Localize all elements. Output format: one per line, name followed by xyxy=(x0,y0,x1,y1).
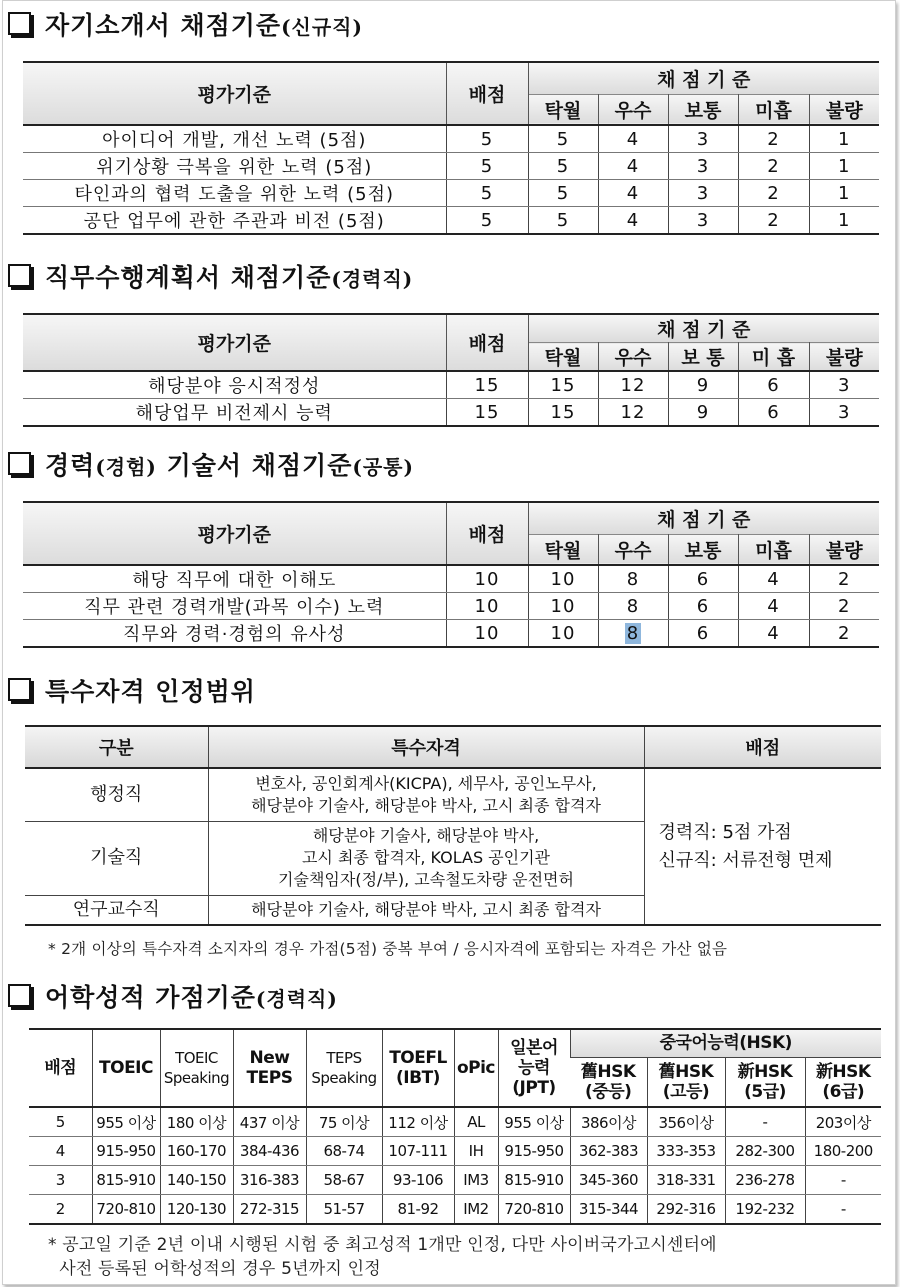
points-cell: 10 xyxy=(446,565,528,593)
category-cell: 연구교수직 xyxy=(25,895,208,925)
checkbox-square-icon xyxy=(8,678,31,701)
header-grading: 채 점 기 준 xyxy=(528,314,879,343)
score-range-cell: 316-383 xyxy=(233,1166,306,1195)
header-level: 우수 xyxy=(598,94,668,125)
points-cell: 5 xyxy=(446,153,528,180)
header-category: 구분 xyxy=(25,726,208,768)
header-qualification: 특수자격 xyxy=(208,726,644,768)
checkbox-square-icon xyxy=(8,452,31,475)
score-cell: 2 xyxy=(738,153,809,180)
table-row xyxy=(23,371,879,399)
header-points: 배점 xyxy=(29,1029,92,1107)
language-score-rows xyxy=(29,1107,881,1224)
criteria-cell: 아이디어 개발, 개선 노력 (5점) xyxy=(23,125,446,153)
header-criteria: 평가기준 xyxy=(23,502,446,565)
score-cell: 5 xyxy=(528,153,598,180)
score-range-cell: 315-344 xyxy=(570,1195,647,1225)
score-cell: 3 xyxy=(668,207,738,235)
score-range-cell: 81-92 xyxy=(382,1195,454,1225)
header-level: 보통 xyxy=(668,534,738,565)
header-points: 배점 xyxy=(446,502,528,565)
points-cell: 10 xyxy=(446,620,528,648)
criteria-cell: 직무 관련 경력개발(과목 이수) 노력 xyxy=(23,593,446,620)
checkbox-square-icon xyxy=(8,12,31,35)
criteria-cell: 직무와 경력·경험의 유사성 xyxy=(23,620,446,648)
table-row xyxy=(23,153,879,180)
header-level: 탁월 xyxy=(528,534,598,565)
header-toefl: TOEFL (IBT) xyxy=(382,1029,454,1107)
header-criteria: 평가기준 xyxy=(23,62,446,125)
header-jpt: 일본어 능력 (JPT) xyxy=(498,1029,570,1107)
criteria-cell: 해당 직무에 대한 이해도 xyxy=(23,565,446,593)
score-cell: 4 xyxy=(598,125,668,153)
special-qualification-table xyxy=(25,725,881,926)
header-level: 탁월 xyxy=(528,94,598,125)
score-range-cell: - xyxy=(805,1166,881,1195)
score-cell: 10 xyxy=(528,593,598,620)
score-cell: 5 xyxy=(528,125,598,153)
score-cell: 9 xyxy=(668,371,738,399)
header-hsk-group: 중국어능력(HSK) xyxy=(570,1029,881,1057)
score-range-cell: 384-436 xyxy=(233,1137,306,1166)
criteria-cell: 해당업무 비전제시 능력 xyxy=(23,399,446,427)
score-cell: 2 xyxy=(809,565,879,593)
score-cell: 4 xyxy=(738,593,809,620)
score-cell: 15 xyxy=(528,399,598,427)
score-cell: 6 xyxy=(738,371,809,399)
score-cell: 4 xyxy=(598,207,668,235)
header-level: 미흡 xyxy=(738,94,809,125)
score-range-cell: - xyxy=(805,1195,881,1225)
table-row xyxy=(23,207,879,235)
score-range-cell: 203이상 xyxy=(805,1107,881,1137)
score-cell: 3 xyxy=(809,399,879,427)
header-level: 미흡 xyxy=(738,534,809,565)
table-row xyxy=(23,593,879,620)
header-hsk: 舊HSK (중등) xyxy=(570,1057,647,1107)
score-range-cell: AL xyxy=(454,1107,498,1137)
checkbox-square-icon xyxy=(8,264,31,287)
points-cell: 5 xyxy=(446,180,528,207)
score-cell: 12 xyxy=(598,371,668,399)
section-heading-language-score: 어학성적 가점기준(경력직) xyxy=(8,978,338,1014)
category-cell: 기술직 xyxy=(25,821,208,895)
table-row xyxy=(29,1137,881,1166)
score-range-cell: 356이상 xyxy=(647,1107,725,1137)
header-level: 우수 xyxy=(598,534,668,565)
table-row xyxy=(23,180,879,207)
points-cell: 5 xyxy=(446,125,528,153)
score-range-cell: 160-170 xyxy=(160,1137,233,1166)
score-cell: 6 xyxy=(668,620,738,648)
career-statement-score-table xyxy=(23,501,879,648)
score-range-cell: 815-910 xyxy=(92,1166,160,1195)
section-heading-self-intro: 자기소개서 채점기준(신규직) xyxy=(8,6,363,42)
score-range-cell: 68-74 xyxy=(306,1137,382,1166)
score-cell: 3 xyxy=(668,180,738,207)
header-toeic-speaking: TOEIC Speaking xyxy=(160,1029,233,1107)
section-heading-career-statement: 경력(경험) 기술서 채점기준(공통) xyxy=(8,446,414,482)
score-cell: 3 xyxy=(809,371,879,399)
score-range-cell: 140-150 xyxy=(160,1166,233,1195)
score-cell: 10 xyxy=(528,565,598,593)
qualification-cell: 해당분야 기술사, 해당분야 박사, 고시 최종 합격자 xyxy=(208,895,644,925)
points-cell: 10 xyxy=(446,593,528,620)
score-cell: 6 xyxy=(738,399,809,427)
header-opic: oPic xyxy=(454,1029,498,1107)
category-cell: 행정직 xyxy=(25,768,208,821)
score-range-cell: 112 이상 xyxy=(382,1107,454,1137)
score-range-cell: 955 이상 xyxy=(498,1107,570,1137)
criteria-cell: 공단 업무에 관한 주관과 비전 (5점) xyxy=(23,207,446,235)
score-range-cell: 75 이상 xyxy=(306,1107,382,1137)
score-range-cell: 180-200 xyxy=(805,1137,881,1166)
header-level: 우수 xyxy=(598,343,668,372)
score-range-cell: 362-383 xyxy=(570,1137,647,1166)
score-range-cell: IH xyxy=(454,1137,498,1166)
checkbox-square-icon xyxy=(8,984,31,1007)
score-cell: 2 xyxy=(809,620,879,648)
score-cell: 2 xyxy=(809,593,879,620)
score-range-cell: 93-106 xyxy=(382,1166,454,1195)
score-range-cell: 282-300 xyxy=(725,1137,805,1166)
score-cell: 1 xyxy=(809,153,879,180)
section-heading-job-plan: 직무수행계획서 채점기준(경력직) xyxy=(8,258,413,294)
table-row xyxy=(23,620,879,648)
score-cell: 4 xyxy=(598,180,668,207)
score-cell: 1 xyxy=(809,125,879,153)
score-cell: 15 xyxy=(528,371,598,399)
table-row xyxy=(23,565,879,593)
special-score-cell: 경력직: 5점 가점 신규직: 서류전형 면제 xyxy=(644,768,881,925)
score-cell: 8 xyxy=(598,593,668,620)
header-criteria: 평가기준 xyxy=(23,314,446,371)
language-score-table xyxy=(29,1028,881,1225)
score-cell: 8 xyxy=(598,565,668,593)
header-level: 보통 xyxy=(668,94,738,125)
score-range-cell: 815-910 xyxy=(498,1166,570,1195)
points-cell: 3 xyxy=(29,1166,92,1195)
score-range-cell: 333-353 xyxy=(647,1137,725,1166)
header-level: 불량 xyxy=(809,94,879,125)
table-row xyxy=(29,1107,881,1137)
table-row xyxy=(29,1195,881,1225)
score-range-cell: 292-316 xyxy=(647,1195,725,1225)
header-hsk: 新HSK (5급) xyxy=(725,1057,805,1107)
header-grading: 채 점 기 준 xyxy=(528,502,879,534)
score-range-cell: 915-950 xyxy=(498,1137,570,1166)
score-cell: 6 xyxy=(668,565,738,593)
score-cell: 5 xyxy=(528,207,598,235)
score-cell: 5 xyxy=(528,180,598,207)
score-cell: 9 xyxy=(668,399,738,427)
score-range-cell: - xyxy=(725,1107,805,1137)
header-level: 불량 xyxy=(809,534,879,565)
points-cell: 4 xyxy=(29,1137,92,1166)
qualification-cell: 변호사, 공인회계사(KICPA), 세무사, 공인노무사, 해당분야 기술사, 해당분야 박사, 고시 최종 합격자 xyxy=(208,768,644,821)
table-row xyxy=(25,768,881,821)
table-row xyxy=(23,399,879,427)
score-range-cell: 107-111 xyxy=(382,1137,454,1166)
self-intro-score-table xyxy=(23,61,879,235)
score-range-cell: 192-232 xyxy=(725,1195,805,1225)
header-level: 보 통 xyxy=(668,343,738,372)
score-cell: 4 xyxy=(598,153,668,180)
score-cell-selected[interactable] xyxy=(598,620,668,648)
score-cell: 4 xyxy=(738,620,809,648)
points-cell: 5 xyxy=(446,207,528,235)
score-cell: 2 xyxy=(738,180,809,207)
language-score-note: * 공고일 기준 2년 이내 시행된 시험 중 최고성적 1개만 인정, 다만 사이버국가고시센터에 사전 등록된 어학성적의 경우 5년까지 인정 xyxy=(48,1235,717,1279)
section-heading-special-qualification: 특수자격 인정범위 xyxy=(8,672,256,708)
score-range-cell: 720-810 xyxy=(92,1195,160,1225)
score-range-cell: 272-315 xyxy=(233,1195,306,1225)
header-points: 배점 xyxy=(446,62,528,125)
points-cell: 15 xyxy=(446,371,528,399)
score-range-cell: IM2 xyxy=(454,1195,498,1225)
job-plan-score-table xyxy=(23,313,879,427)
score-range-cell: 120-130 xyxy=(160,1195,233,1225)
score-cell: 3 xyxy=(668,125,738,153)
score-range-cell: 318-331 xyxy=(647,1166,725,1195)
score-range-cell: 386이상 xyxy=(570,1107,647,1137)
score-cell: 1 xyxy=(809,180,879,207)
header-hsk: 新HSK (6급) xyxy=(805,1057,881,1107)
score-range-cell: 437 이상 xyxy=(233,1107,306,1137)
header-level: 불량 xyxy=(809,343,879,372)
score-range-cell: 51-57 xyxy=(306,1195,382,1225)
header-level: 미 흡 xyxy=(738,343,809,372)
score-range-cell: IM3 xyxy=(454,1166,498,1195)
special-qualification-note: * 2개 이상의 특수자격 소지자의 경우 가점(5점) 중복 부여 / 응시자격에 포함되는 자격은 가산 없음 xyxy=(48,940,728,958)
score-cell: 3 xyxy=(668,153,738,180)
header-points: 배점 xyxy=(644,726,881,768)
qualification-cell: 해당분야 기술사, 해당분야 박사, 고시 최종 합격자, KOLAS 공인기관 기술책임자(정/부), 고속철도차량 운전면허 xyxy=(208,821,644,895)
header-level: 탁월 xyxy=(528,343,598,372)
score-cell: 12 xyxy=(598,399,668,427)
score-range-cell: 915-950 xyxy=(92,1137,160,1166)
score-range-cell: 720-810 xyxy=(498,1195,570,1225)
points-cell: 15 xyxy=(446,399,528,427)
score-cell: 6 xyxy=(668,593,738,620)
score-range-cell: 180 이상 xyxy=(160,1107,233,1137)
score-range-cell: 345-360 xyxy=(570,1166,647,1195)
score-range-cell: 58-67 xyxy=(306,1166,382,1195)
score-range-cell: 236-278 xyxy=(725,1166,805,1195)
score-cell: 1 xyxy=(809,207,879,235)
header-new-teps: New TEPS xyxy=(233,1029,306,1107)
score-cell: 2 xyxy=(738,125,809,153)
header-teps-speaking: TEPS Speaking xyxy=(306,1029,382,1107)
score-cell: 2 xyxy=(738,207,809,235)
points-cell: 2 xyxy=(29,1195,92,1225)
header-hsk: 舊HSK (고등) xyxy=(647,1057,725,1107)
score-cell: 10 xyxy=(528,620,598,648)
score-cell: 4 xyxy=(738,565,809,593)
score-range-cell: 955 이상 xyxy=(92,1107,160,1137)
criteria-cell: 해당분야 응시적정성 xyxy=(23,371,446,399)
points-cell: 5 xyxy=(29,1107,92,1137)
header-points: 배점 xyxy=(446,314,528,371)
criteria-cell: 타인과의 협력 도출을 위한 노력 (5점) xyxy=(23,180,446,207)
table-row xyxy=(23,125,879,153)
table-row xyxy=(29,1166,881,1195)
criteria-cell: 위기상황 극복을 위한 노력 (5점) xyxy=(23,153,446,180)
header-grading: 채 점 기 준 xyxy=(528,62,879,94)
header-toeic: TOEIC xyxy=(92,1029,160,1107)
selected-text-highlight: 8 xyxy=(626,622,640,644)
